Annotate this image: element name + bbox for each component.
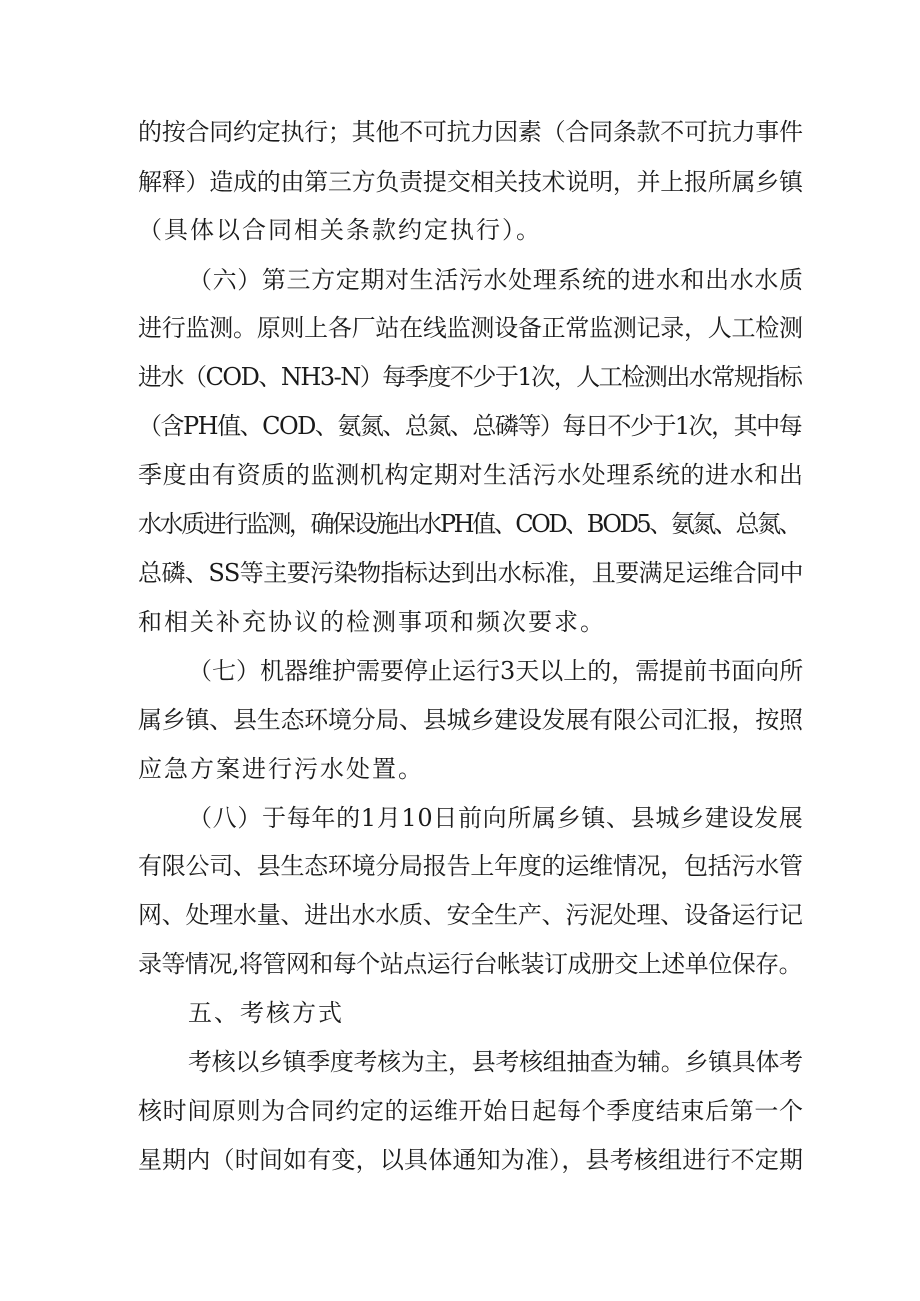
text-line: （具体以合同相关条款约定执行）。	[138, 216, 542, 244]
text-line: 录等情况,将管网和每个站点运行台帐装订成册交上述单位保存。	[138, 950, 803, 978]
text-line: 属乡镇、县生态环境分局、县城乡建设发展有限公司汇报，按照	[138, 706, 803, 734]
text-line: 应急方案进行污水处置。	[138, 755, 424, 783]
text-line: （七）机器维护需要停止运行3天以上的，需提前书面向所	[188, 657, 804, 685]
text-line: （六）第三方定期对生活污水处理系统的进水和出水水质	[188, 266, 804, 294]
text-line: 有限公司、县生态环境分局报告上年度的运维情况，包括污水管	[138, 852, 803, 880]
text-line: 考核以乡镇季度考核为主，县考核组抽查为辅。乡镇具体考	[188, 1048, 803, 1076]
text-line: （八）于每年的1月10日前向所属乡镇、县城乡建设发展	[188, 804, 804, 832]
text-line: 解释）造成的由第三方负责提交相关技术说明，并上报所属乡镇	[138, 168, 803, 196]
text-line: 季度由有资质的监测机构定期对生活污水处理系统的进水和出	[138, 461, 804, 489]
text-line: 和相关补充协议的检测事项和频次要求。	[138, 608, 606, 636]
text-line: 核时间原则为合同约定的运维开始日起每个季度结束后第一个	[138, 1097, 804, 1125]
text-line: 进行监测。原则上各厂站在线监测设备正常监测记录，人工检测	[138, 314, 803, 342]
text-line: 总磷、SS等主要污染物指标达到出水标准，且要满足运维合同中	[138, 559, 803, 587]
section-heading: 五、考核方式	[188, 999, 344, 1027]
text-line: （含PH值、COD、氨氮、总氮、总磷等）每日不少于1次，其中每	[138, 412, 802, 440]
text-line: 的按合同约定执行；其他不可抗力因素（合同条款不可抗力事件	[138, 118, 803, 146]
text-line: 水水质进行监测，确保设施出水PH值、COD、BOD5、氨氮、总氮、	[138, 510, 801, 538]
text-line: 星期内（时间如有变，以具体通知为准），县考核组进行不定期	[138, 1146, 804, 1174]
text-line: 进水（COD、NH3-N）每季度不少于1次，人工检测出水常规指标	[138, 363, 802, 391]
text-line: 网、处理水量、进出水水质、安全生产、污泥处理、设备运行记	[138, 901, 803, 929]
